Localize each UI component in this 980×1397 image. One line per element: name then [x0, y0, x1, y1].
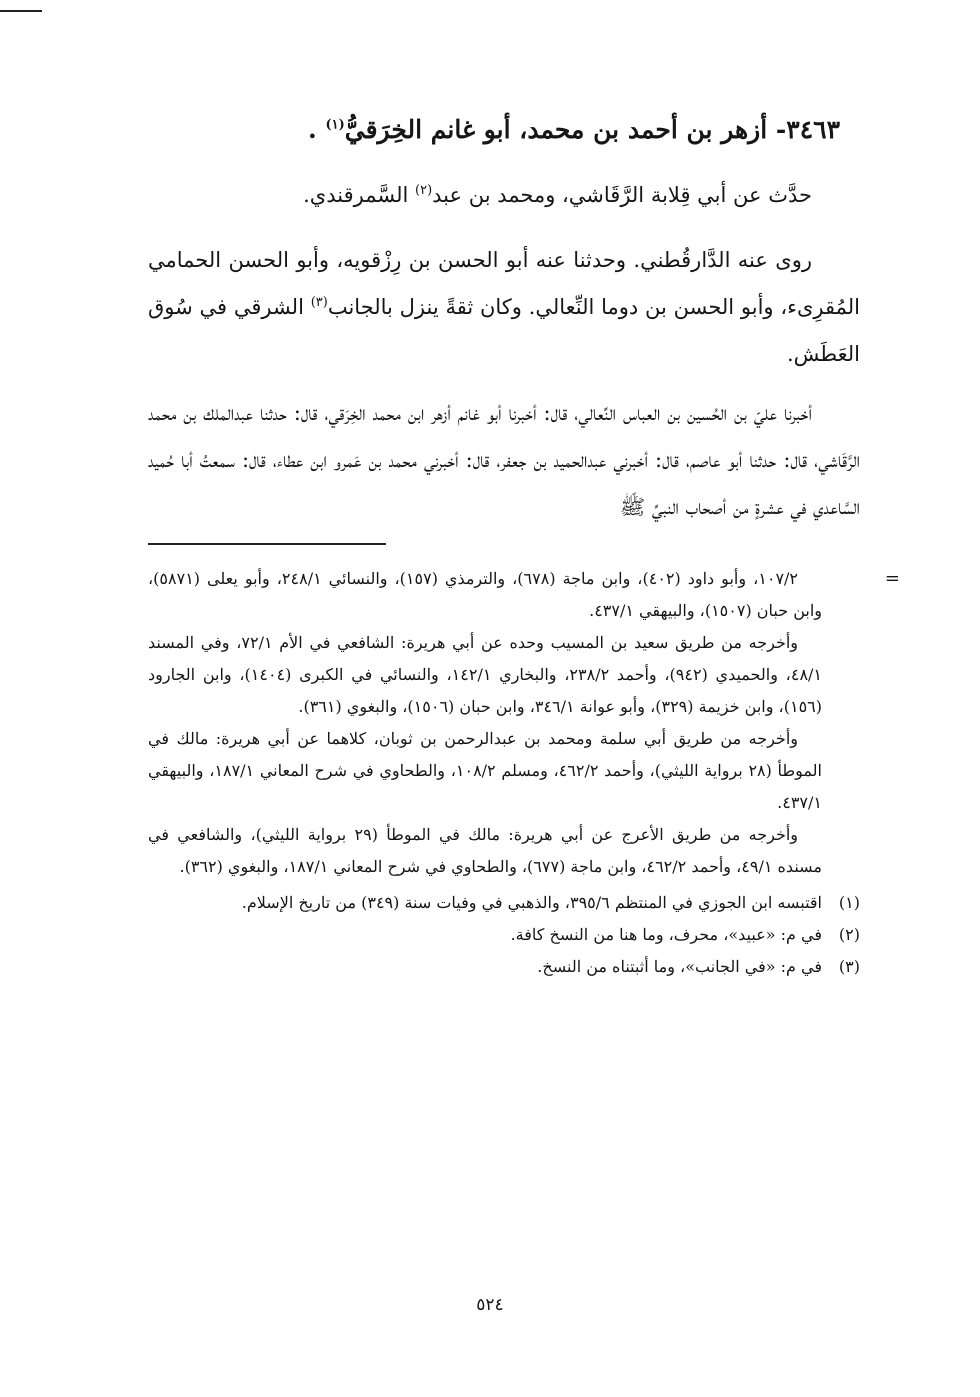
- paragraph-transmitters: [148, 237, 860, 378]
- footnote-ref-3: (٣): [310, 295, 328, 310]
- footnote-1-number: (١): [838, 893, 860, 912]
- footnote-1: [148, 887, 860, 919]
- footnote-divider: [148, 543, 386, 545]
- footnotes-section: [148, 563, 900, 983]
- footnote-2-number: (٢): [838, 925, 860, 944]
- footnote-ref-1: (١): [325, 117, 345, 133]
- entry-heading: [148, 110, 860, 150]
- paragraph-narration-text-b: السَّمرقندي.: [303, 183, 416, 207]
- continued-note-block-3: وأخرجه من طريق أبي سلمة ومحمد بن عبدالرحمن بن ثوبان، كلاهما عن أبي هريرة: مالك في الموطأ (٢٨ برواية الليثي)، وأحمد ٤٦٢/٢، ومسلم ١٠٨/٢، والطحاوي في شرح المعاني ١٨٧/١، والبيهقي ٤٣٧/١.: [148, 729, 823, 812]
- page-number: ٥٢٤: [476, 1295, 504, 1315]
- book-page: [148, 110, 900, 983]
- continued-note-block-1: ١٠٧/٢، وأبو داود (٤٠٢)، وابن ماجة (٦٧٨)، والترمذي (١٥٧)، والنسائي ٢٤٨/١، وأبو يعلى (٥٨٧١)، وابن حبان (١٥٠٧)، والبيهقي ٤٣٧/١.: [148, 569, 822, 620]
- continued-note: [148, 563, 860, 883]
- footnote-1-text: اقتبسه ابن الجوزي في المنتظم ٣٩٥/٦، والذهبي في وفيات سنة (٣٤٩) من تاريخ الإسلام.: [241, 893, 822, 912]
- footnote-3-text: في م: «في الجانب»، وما أثبتناه من النسخ.: [537, 957, 822, 976]
- paragraph-transmitters-text-a: روى عنه الدَّارقُطني. وحدثنا عنه أبو الحسن بن رِزْقويه، وأبو الحسن الحمامي المُقرِىء، وأبو الحسن بن دوما النِّعالي. وكان ثقةً ينزل بالجانب: [148, 248, 860, 319]
- footnote-2-text: في م: «عبيد»، محرف، وما هنا من النسخ كافة.: [510, 925, 822, 944]
- footnote-3: [148, 951, 860, 983]
- footnote-2: [148, 919, 860, 951]
- continuation-mark: =: [884, 568, 900, 589]
- corner-rule: [0, 10, 42, 12]
- entry-heading-end: .: [308, 115, 326, 144]
- continued-note-block-4: وأخرجه من طريق الأعرج عن أبي هريرة: مالك في الموطأ (٢٩ برواية الليثي)، والشافعي في مسنده ٤٩/١، وأحمد ٤٦٢/٢، وابن ماجة (٦٧٧)، والطحاوي في شرح المعاني ١٨٧/١، والبغوي (٣٦٢).: [148, 825, 822, 876]
- paragraph-isnad: أخبرنا عليّ بن الحُسين بن العباس النِّعالي، قال: أخبرنا أبو غانم أزهر ابن محمد الخِرَقي، قال: حدثنا عبدالملك بن محمد الرَّقَاشي، قال: حدثنا أبو عاصم، قال: أخبرني عبدالحميد بن جعفر، قال: أخبرني محمد بن عَمرو ابن عطاء، قال: سمعتُ أبا حُميد السَّاعدي في عشرةٍ من أصحاب النبيِّ ﷺ: [148, 401, 860, 519]
- entry-heading-text: ٣٤٦٣- أزهر بن أحمد بن محمد، أبو غانم الخِرَقيُّ: [344, 115, 840, 144]
- paragraph-narration-text-a: حدَّث عن أبي قِلابة الرَّقَاشي، ومحمد بن عبد: [432, 183, 812, 207]
- continued-note-block-2: وأخرجه من طريق سعيد بن المسيب وحده عن أبي هريرة: الشافعي في الأم ٧٢/١، وفي المسند ٤٨/١، والحميدي (٩٤٢)، وأحمد ٢٣٨/٢، والبخاري ١٤٢/١، والنسائي في الكبرى (١٤٠٤)، وابن الجارود (١٥٦)، وابن خزيمة (٣٢٩)، وأبو عوانة ٣٤٦/١، وابن حبان (١٥٠٦)، والبغوي (٣٦١).: [148, 633, 823, 716]
- paragraph-transmitters-text-b: الشرقي في سُوق العَطَش.: [148, 295, 860, 366]
- footnote-3-number: (٣): [838, 957, 860, 976]
- paragraph-narration: [148, 172, 860, 219]
- footnote-ref-2: (٢): [415, 183, 433, 198]
